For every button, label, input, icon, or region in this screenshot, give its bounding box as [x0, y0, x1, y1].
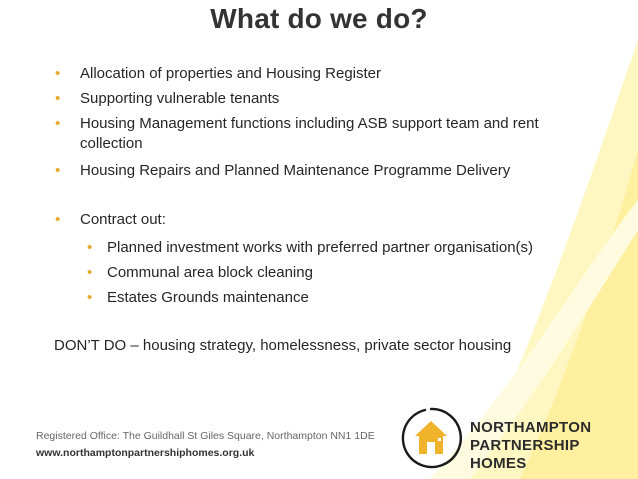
sub-bullet-item: Estates Grounds maintenance	[107, 289, 309, 306]
bullet-item: Allocation of properties and Housing Register	[80, 65, 382, 82]
bullet-item-continuation: collection	[80, 135, 143, 152]
bullet-item: Supporting vulnerable tenants	[80, 90, 280, 107]
house-in-circle-icon	[398, 405, 464, 471]
dont-do-statement: DON’T DO – housing strategy, homelessness, private sector housing	[54, 337, 512, 354]
slide-title: What do we do?	[210, 3, 428, 34]
registered-office: Registered Office: The Guildhall St Giles Square, Northampton NN1 1DE	[36, 430, 375, 442]
bullet-item: Housing Management functions including ASB support team and rent	[80, 115, 539, 132]
brand-name	[470, 419, 638, 473]
bullet-marker: •	[55, 90, 61, 107]
bullet-item: Contract out:	[80, 211, 166, 228]
sub-bullet-item: Planned investment works with preferred partner organisation(s)	[107, 239, 534, 256]
brand-line-1: NORTHAMPTON	[470, 419, 592, 436]
brand-line-2: PARTNERSHIP HOMES	[470, 437, 580, 472]
bullet-marker: •	[55, 65, 61, 82]
website-link[interactable]: www.northamptonpartnershiphomes.org.uk	[36, 447, 255, 459]
sub-bullet-marker: •	[87, 239, 93, 256]
bullet-marker: •	[55, 211, 61, 228]
sub-bullet-item: Communal area block cleaning	[107, 264, 313, 281]
bullet-item: Housing Repairs and Planned Maintenance Programme Delivery	[80, 162, 511, 179]
bullet-marker: •	[55, 162, 61, 179]
sub-bullet-marker: •	[87, 264, 93, 281]
sub-bullet-marker: •	[87, 289, 93, 306]
bullet-marker: •	[55, 115, 61, 132]
